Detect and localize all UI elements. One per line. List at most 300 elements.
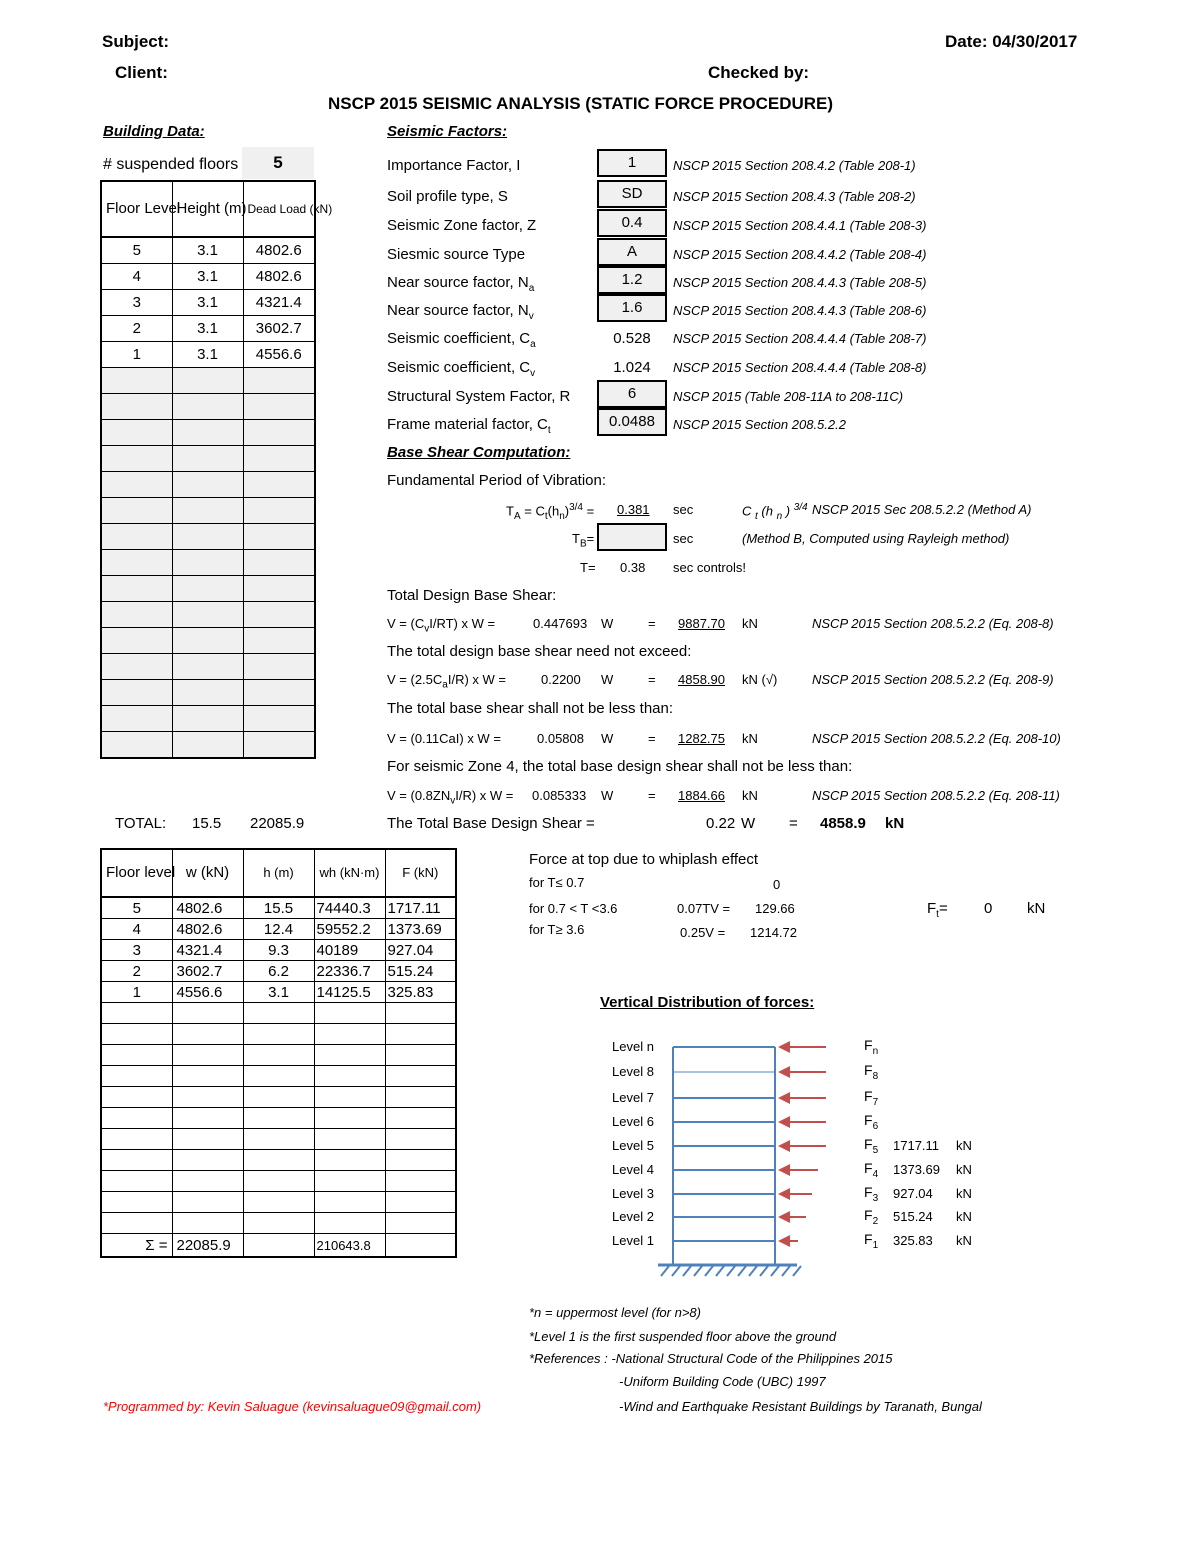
ground-hatch <box>672 1266 680 1276</box>
force-cell-h <box>243 1003 314 1024</box>
ground-hatch <box>694 1266 702 1276</box>
force-cell-level <box>101 1192 172 1213</box>
force-label: $F_8$ <box>864 1062 879 1082</box>
force-cell-w <box>172 1192 243 1213</box>
distribution-heading: Vertical Distribution of forces: <box>600 994 815 1011</box>
force-label: $F_2$ <box>864 1207 879 1227</box>
building-cell-level[interactable]: 1 <box>101 342 172 368</box>
building-cell-height <box>172 576 243 602</box>
force-sum-f <box>385 1234 456 1258</box>
factor-label <box>387 246 525 263</box>
suspended-floors-value[interactable]: 5 <box>242 147 314 179</box>
factor-label-text: Structural System Factor, R <box>387 388 571 405</box>
force-distribution-table <box>100 848 457 1258</box>
tb-ref: (Method B, Computed using Rayleigh method) <box>742 531 1010 546</box>
force-cell-wh <box>314 1045 385 1066</box>
force-cell-w <box>172 1045 243 1066</box>
eq1-result: 9887.70 <box>678 616 725 631</box>
force-value: 1717.11 <box>893 1138 940 1153</box>
force-cell-level <box>101 1213 172 1234</box>
force-cell-h <box>243 1192 314 1213</box>
building-cell-level <box>101 628 172 654</box>
force-cell-f <box>385 1003 456 1024</box>
tb-unit: sec <box>673 531 694 546</box>
eq2-unit: kN (√) <box>742 672 778 687</box>
programmer-credit: *Programmed by: Kevin Saluague (kevinsaluague09@gmail.com) <box>103 1399 482 1414</box>
ground-hatch <box>749 1266 757 1276</box>
ft-value: 0 <box>984 900 993 917</box>
factor-label-sub: a <box>530 339 536 350</box>
total-label: TOTAL: <box>115 815 167 832</box>
force-cell-level <box>101 1045 172 1066</box>
force-sum-h <box>243 1234 314 1258</box>
building-cell-height[interactable]: 3.1 <box>172 290 243 316</box>
force-cell-h: 15.5 <box>243 897 314 919</box>
force-row <box>101 982 456 1003</box>
force-row <box>101 1108 456 1129</box>
force-value: 515.24 <box>893 1209 933 1224</box>
building-cell-height <box>172 654 243 680</box>
factor-label-text: Seismic coefficient, C <box>387 330 531 347</box>
force-label-sub: n <box>872 1045 879 1057</box>
building-cell-load <box>243 654 315 680</box>
level-label: Level 7 <box>612 1090 654 1105</box>
force-cell-w: 4556.6 <box>172 982 243 1003</box>
level-label: Level 8 <box>612 1064 654 1079</box>
force-cell-f: 1373.69 <box>385 919 456 940</box>
factor-value[interactable]: A <box>597 238 667 266</box>
factor-label-text: Near source factor, N <box>387 274 529 291</box>
building-cell-height <box>172 446 243 472</box>
force-label-sub: 5 <box>872 1144 879 1156</box>
eq2-formula: $V = (2.5C_aI/R)$ x W = <box>387 672 506 691</box>
building-cell-load <box>243 602 315 628</box>
eq2-coef: 0.2200 <box>541 672 581 687</box>
building-cell-level <box>101 368 172 394</box>
total-base-shear-label: Total Design Base Shear: <box>387 587 557 604</box>
eq4-coef: 0.085333 <box>532 788 587 803</box>
force-cell-f: 1717.11 <box>385 897 456 919</box>
factor-ref: NSCP 2015 Section 208.4.4.3 (Table 208-6) <box>673 303 927 318</box>
force-cell-h <box>243 1129 314 1150</box>
less-label: The total base shear shall not be less than: <box>387 700 674 717</box>
eq4-ref: NSCP 2015 Section 208.5.2.2 (Eq. 208-11) <box>812 788 1060 803</box>
eq4-formula: $V = (0.8ZN_vI/R)$ x W = <box>387 788 514 807</box>
building-cell-level <box>101 394 172 420</box>
building-cell-load <box>243 394 315 420</box>
force-unit: kN <box>956 1233 972 1248</box>
factor-label-text: Seismic coefficient, C <box>387 359 531 376</box>
eq1-w: W <box>601 616 614 631</box>
eq2-equals: = <box>648 672 656 687</box>
building-cell-height <box>172 628 243 654</box>
force-row <box>101 897 456 919</box>
force-value: 325.83 <box>893 1233 933 1248</box>
eq1-coef: 0.447693 <box>533 616 588 631</box>
building-data-heading: Building Data: <box>103 123 205 140</box>
building-cell-level <box>101 654 172 680</box>
col-f: F (kN) <box>385 849 456 897</box>
factor-value[interactable]: 1 <box>597 149 667 177</box>
building-cell-height <box>172 472 243 498</box>
ta-formula: $T_A = C_t(h_n)^{3/4}$ = <box>506 502 595 522</box>
total-height: 15.5 <box>192 815 222 832</box>
factor-ref: NSCP 2015 Section 208.4.4.4 (Table 208-7) <box>673 331 927 346</box>
factor-value[interactable]: 0.0488 <box>597 408 667 436</box>
building-cell-level <box>101 446 172 472</box>
factor-label <box>387 274 534 294</box>
ground-hatch <box>705 1266 713 1276</box>
force-cell-wh: 14125.5 <box>314 982 385 1003</box>
building-row <box>101 654 315 680</box>
building-cell-height[interactable]: 3.1 <box>172 237 243 264</box>
ground-hatch <box>771 1266 779 1276</box>
factor-ref: NSCP 2015 Section 208.4.4.4 (Table 208-8) <box>673 360 927 375</box>
eq2-ref: NSCP 2015 Section 208.5.2.2 (Eq. 208-9) <box>812 672 1054 687</box>
factor-ref: NSCP 2015 Section 208.4.4.2 (Table 208-4) <box>673 247 927 262</box>
force-row <box>101 1192 456 1213</box>
building-row <box>101 524 315 550</box>
building-row <box>101 446 315 472</box>
col-w: w (kN) <box>172 849 243 897</box>
ground-hatch <box>760 1266 768 1276</box>
force-cell-level <box>101 1150 172 1171</box>
building-cell-height <box>172 550 243 576</box>
building-cell-level <box>101 524 172 550</box>
force-row <box>101 1045 456 1066</box>
building-cell-load <box>243 628 315 654</box>
force-value: 1373.69 <box>893 1162 940 1177</box>
period-label: Fundamental Period of Vibration: <box>387 472 607 489</box>
building-cell-height <box>172 524 243 550</box>
client-label: Client: <box>115 63 168 82</box>
building-cell-height <box>172 732 243 759</box>
force-cell-h: 6.2 <box>243 961 314 982</box>
force-unit: kN <box>956 1138 972 1153</box>
whiplash-r1-value: 0 <box>773 877 781 892</box>
building-cell-height[interactable]: 3.1 <box>172 264 243 290</box>
building-cell-height <box>172 498 243 524</box>
suspended-floors-label: # suspended floors <box>103 156 239 173</box>
building-row <box>101 290 315 316</box>
col-floor-level: Floor level <box>101 849 172 897</box>
force-label: $F_n$ <box>864 1037 879 1057</box>
force-cell-wh <box>314 1003 385 1024</box>
force-row <box>101 940 456 961</box>
building-cell-load[interactable]: 4802.6 <box>243 237 315 264</box>
whiplash-title: Force at top due to whiplash effect <box>529 851 759 868</box>
eq1-equals: = <box>648 616 656 631</box>
eq3-result: 1282.75 <box>678 731 725 746</box>
force-cell-f: 325.83 <box>385 982 456 1003</box>
eq3-w: W <box>601 731 614 746</box>
eq3-coef: 0.05808 <box>537 731 584 746</box>
level-label: Level 4 <box>612 1162 654 1177</box>
building-cell-height[interactable]: 3.1 <box>172 342 243 368</box>
force-sum-w: 22085.9 <box>172 1234 243 1258</box>
factor-label <box>387 388 570 405</box>
seismic-factors-heading: Seismic Factors: <box>387 123 508 140</box>
force-row <box>101 1129 456 1150</box>
force-label-sub: 7 <box>872 1096 879 1108</box>
col-wh: wh (kN·m) <box>314 849 385 897</box>
t-value: 0.38 <box>620 560 646 575</box>
force-cell-h <box>243 1087 314 1108</box>
building-row <box>101 498 315 524</box>
force-sum-wh: 210643.8 <box>314 1234 385 1258</box>
factor-label-text: Near source factor, N <box>387 302 529 319</box>
building-cell-load <box>243 498 315 524</box>
factor-value: 1.024 <box>613 359 651 376</box>
force-cell-f <box>385 1150 456 1171</box>
whiplash-r2-label: for 0.7 < T <3.6 <box>529 901 618 916</box>
ground-hatch <box>782 1266 790 1276</box>
factor-value[interactable]: 6 <box>597 380 667 408</box>
building-row <box>101 316 315 342</box>
factor-ref: NSCP 2015 Section 208.4.4.1 (Table 208-3) <box>673 218 927 233</box>
force-row <box>101 919 456 940</box>
factor-value[interactable]: 0.4 <box>597 209 667 237</box>
force-arrow-head <box>778 1235 790 1247</box>
force-label-sub: 6 <box>872 1120 879 1132</box>
force-cell-level <box>101 1024 172 1045</box>
force-cell-h <box>243 1213 314 1234</box>
level-label: Level n <box>612 1039 654 1054</box>
building-cell-load[interactable]: 4802.6 <box>243 264 315 290</box>
force-arrow-head <box>778 1140 790 1152</box>
building-cell-level[interactable]: 2 <box>101 316 172 342</box>
force-cell-f <box>385 1171 456 1192</box>
force-cell-level <box>101 1087 172 1108</box>
building-cell-level <box>101 602 172 628</box>
force-cell-f <box>385 1129 456 1150</box>
force-arrow-head <box>778 1116 790 1128</box>
vertical-distribution-diagram <box>600 1030 1020 1290</box>
force-cell-wh <box>314 1129 385 1150</box>
building-row <box>101 368 315 394</box>
factor-label-text: Seismic Zone factor, Z <box>387 217 537 234</box>
factor-value[interactable]: 1.2 <box>597 266 667 294</box>
force-unit: kN <box>956 1162 972 1177</box>
factor-label <box>387 330 536 350</box>
whiplash-r3-formula: 0.25V = <box>680 925 726 940</box>
factor-value: 0.528 <box>613 330 651 347</box>
ground-hatch <box>793 1266 801 1276</box>
force-cell-w <box>172 1213 243 1234</box>
force-row <box>101 1066 456 1087</box>
force-row <box>101 1171 456 1192</box>
building-cell-load <box>243 446 315 472</box>
force-cell-level <box>101 1129 172 1150</box>
force-cell-f <box>385 1087 456 1108</box>
force-cell-level: 3 <box>101 940 172 961</box>
note-ref-ubc: -Uniform Building Code (UBC) 1997 <box>619 1374 826 1389</box>
whiplash-r2-formula: 0.07TV = <box>677 901 731 916</box>
note-ref-nscp: *References : -National Structural Code of the Philippines 2015 <box>529 1351 893 1366</box>
subject-label: Subject: <box>102 32 170 51</box>
force-label-sub: 2 <box>872 1215 879 1227</box>
building-cell-load[interactable]: 4321.4 <box>243 290 315 316</box>
factor-label <box>387 359 535 379</box>
building-cell-level[interactable]: 4 <box>101 264 172 290</box>
whiplash-r3-value: 1214.72 <box>750 925 797 940</box>
col-h: h (m) <box>243 849 314 897</box>
ground-hatch <box>727 1266 735 1276</box>
building-cell-load <box>243 368 315 394</box>
building-cell-load <box>243 420 315 446</box>
factor-label <box>387 217 536 234</box>
building-row <box>101 628 315 654</box>
level-label: Level 2 <box>612 1209 654 1224</box>
force-cell-h <box>243 1045 314 1066</box>
force-cell-w <box>172 1066 243 1087</box>
force-row <box>101 961 456 982</box>
level-label: Level 5 <box>612 1138 654 1153</box>
force-cell-wh <box>314 1108 385 1129</box>
factor-label-text: Frame material factor, C <box>387 416 548 433</box>
building-cell-level <box>101 472 172 498</box>
checked-by-label: Checked by: <box>708 63 810 82</box>
building-cell-level <box>101 498 172 524</box>
force-cell-h: 3.1 <box>243 982 314 1003</box>
whiplash-r2-value: 129.66 <box>755 901 795 916</box>
force-row <box>101 1024 456 1045</box>
force-cell-f <box>385 1192 456 1213</box>
building-data-table <box>100 180 333 759</box>
force-cell-w <box>172 1108 243 1129</box>
force-label: $F_4$ <box>864 1160 879 1180</box>
force-arrow-head <box>778 1092 790 1104</box>
factor-ref: NSCP 2015 Section 208.5.2.2 <box>673 417 846 432</box>
tb-input[interactable] <box>597 523 667 551</box>
factor-ref: NSCP 2015 (Table 208-11A to 208-11C) <box>673 389 904 404</box>
force-cell-level: 5 <box>101 897 172 919</box>
final-unit: kN <box>885 815 905 832</box>
building-cell-level <box>101 576 172 602</box>
force-cell-f <box>385 1066 456 1087</box>
building-cell-height <box>172 706 243 732</box>
force-cell-wh <box>314 1213 385 1234</box>
building-cell-load <box>243 524 315 550</box>
building-cell-load[interactable]: 3602.7 <box>243 316 315 342</box>
total-load: 22085.9 <box>250 815 305 832</box>
force-cell-h <box>243 1108 314 1129</box>
force-arrow-head <box>778 1211 790 1223</box>
force-label: $F_1$ <box>864 1231 879 1251</box>
building-cell-level <box>101 550 172 576</box>
final-coef: 0.22 <box>706 815 736 832</box>
factor-ref: NSCP 2015 Section 208.4.2 (Table 208-1) <box>673 158 916 173</box>
force-cell-level <box>101 1003 172 1024</box>
force-cell-w: 3602.7 <box>172 961 243 982</box>
force-label: $F_6$ <box>864 1112 879 1132</box>
final-value: 4858.9 <box>820 815 866 832</box>
note-level1: *Level 1 is the first suspended floor above the ground <box>529 1329 837 1344</box>
building-cell-level[interactable]: 5 <box>101 237 172 264</box>
building-row <box>101 602 315 628</box>
factor-ref: NSCP 2015 Section 208.4.3 (Table 208-2) <box>673 189 916 204</box>
factor-label-sub: t <box>547 425 551 436</box>
force-label-sub: 8 <box>872 1070 879 1082</box>
building-cell-load <box>243 550 315 576</box>
building-row <box>101 472 315 498</box>
building-row <box>101 706 315 732</box>
force-row <box>101 1150 456 1171</box>
factor-label <box>387 157 520 174</box>
force-cell-wh: 74440.3 <box>314 897 385 919</box>
force-label-sub: 3 <box>872 1192 879 1204</box>
t-label: T= <box>580 560 596 575</box>
eq4-result: 1884.66 <box>678 788 725 803</box>
eq2-w: W <box>601 672 614 687</box>
page-title: NSCP 2015 SEISMIC ANALYSIS (STATIC FORCE PROCEDURE) <box>328 94 834 113</box>
force-sum-row <box>101 1234 456 1258</box>
force-arrow-head <box>778 1066 790 1078</box>
factor-value[interactable]: 1.6 <box>597 294 667 322</box>
ta-ref: NSCP 2015 Sec 208.5.2.2 (Method A) <box>812 502 1032 517</box>
force-label-sub: 1 <box>872 1239 879 1251</box>
building-cell-height <box>172 680 243 706</box>
factor-label <box>387 188 508 205</box>
ta-unit: sec <box>673 502 694 517</box>
ground-hatch <box>716 1266 724 1276</box>
force-cell-wh: 59552.2 <box>314 919 385 940</box>
force-cell-f <box>385 1213 456 1234</box>
factor-value[interactable]: SD <box>597 180 667 208</box>
force-cell-w: 4802.6 <box>172 919 243 940</box>
building-cell-load[interactable]: 4556.6 <box>243 342 315 368</box>
building-cell-height <box>172 602 243 628</box>
building-cell-height <box>172 368 243 394</box>
force-cell-f: 515.24 <box>385 961 456 982</box>
force-row <box>101 1087 456 1108</box>
factor-ref: NSCP 2015 Section 208.4.4.3 (Table 208-5) <box>673 275 927 290</box>
exceed-label: The total design base shear need not exceed: <box>387 643 692 660</box>
force-cell-wh <box>314 1087 385 1108</box>
force-unit: kN <box>956 1209 972 1224</box>
eq3-unit: kN <box>742 731 758 746</box>
col-floor-level: Floor Level <box>101 181 172 237</box>
force-arrow-head <box>778 1188 790 1200</box>
eq1-formula: $V = (C_vI/RT)$ x W = <box>387 616 496 635</box>
force-cell-wh <box>314 1066 385 1087</box>
force-cell-w <box>172 1024 243 1045</box>
force-cell-wh: 40189 <box>314 940 385 961</box>
force-label: $F_7$ <box>864 1088 879 1108</box>
level-label: Level 6 <box>612 1114 654 1129</box>
final-equals: = <box>789 815 798 832</box>
force-cell-w <box>172 1003 243 1024</box>
building-row <box>101 342 315 368</box>
level-label: Level 3 <box>612 1186 654 1201</box>
eq3-equals: = <box>648 731 656 746</box>
force-cell-w: 4802.6 <box>172 897 243 919</box>
force-cell-w <box>172 1150 243 1171</box>
ta-value: 0.381 <box>617 502 650 517</box>
eq4-unit: kN <box>742 788 758 803</box>
force-arrow-head <box>778 1164 790 1176</box>
force-value: 927.04 <box>893 1186 933 1201</box>
ft-unit: kN <box>1027 900 1046 917</box>
building-cell-load <box>243 472 315 498</box>
whiplash-r1-label: for T≤ 0.7 <box>529 875 585 890</box>
building-row <box>101 576 315 602</box>
building-cell-level[interactable]: 3 <box>101 290 172 316</box>
force-sum-label: Σ = <box>101 1234 172 1258</box>
force-cell-w <box>172 1129 243 1150</box>
building-cell-height[interactable]: 3.1 <box>172 316 243 342</box>
force-cell-h: 9.3 <box>243 940 314 961</box>
